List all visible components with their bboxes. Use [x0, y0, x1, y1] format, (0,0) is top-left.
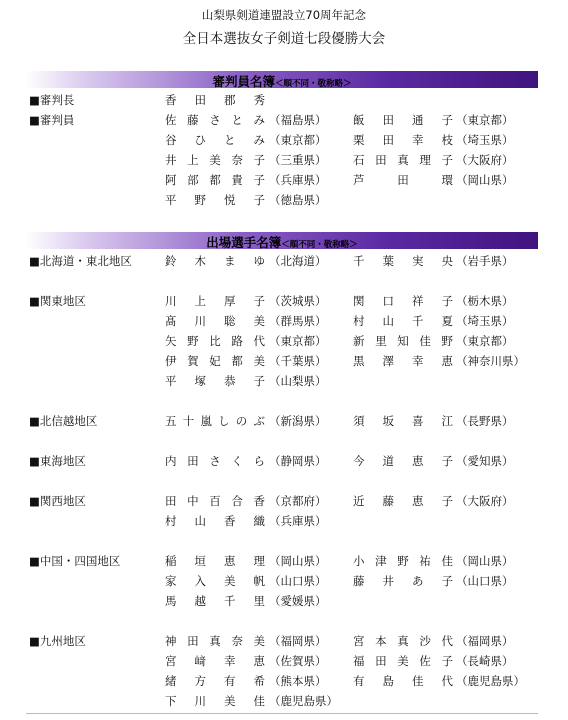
name-char: 田	[375, 153, 387, 167]
name-char: 合	[231, 494, 243, 508]
player-row	[0, 451, 568, 471]
player-row	[0, 591, 568, 611]
prefecture: （山梨県）	[269, 374, 327, 388]
name-char: 子	[441, 494, 453, 508]
players-section-note: ＜順不同・敬称略＞	[281, 240, 358, 250]
prefecture: （愛知県）	[456, 454, 514, 468]
name-char: 恵	[224, 554, 236, 568]
prefecture: （茨城県）	[269, 294, 327, 308]
prefecture: （兵庫県）	[269, 173, 327, 187]
person-name	[165, 511, 265, 531]
name-char: 矢	[165, 334, 177, 348]
name-char: 里	[375, 334, 387, 348]
name-char: 有	[224, 674, 236, 688]
name-char: 阿	[165, 173, 177, 187]
name-char: 髙	[165, 314, 177, 328]
person-name	[353, 291, 453, 311]
player-row	[0, 551, 568, 571]
name-char: み	[253, 113, 265, 127]
name-char: 喜	[412, 414, 424, 428]
person-name	[165, 631, 265, 651]
player-row	[0, 631, 568, 651]
prefecture: （岡山県）	[456, 173, 514, 187]
person-name	[353, 571, 453, 591]
region-label: ■東海地区	[29, 454, 86, 468]
name-char: 小	[353, 554, 365, 568]
name-char: 今	[353, 454, 365, 468]
name-char: 山	[194, 514, 206, 528]
name-char: 田	[375, 654, 387, 668]
person-name	[353, 451, 453, 471]
name-char: 平	[165, 193, 177, 207]
person-name	[353, 251, 453, 271]
name-char: 平	[165, 374, 177, 388]
name-char: 幸	[224, 654, 236, 668]
person-name	[353, 491, 453, 511]
prefecture: （長崎県）	[456, 654, 514, 668]
name-char: 沙	[419, 634, 431, 648]
prefecture: （徳島県）	[269, 193, 327, 207]
person-name	[353, 150, 453, 170]
referee-row	[0, 190, 568, 210]
name-char: 田	[382, 133, 394, 147]
name-char: 村	[353, 314, 365, 328]
name-char: 幸	[412, 354, 424, 368]
name-char: 本	[375, 634, 387, 648]
name-char: 石	[353, 153, 365, 167]
name-char: 百	[209, 494, 221, 508]
name-char: 宮	[353, 634, 365, 648]
name-char: 奈	[231, 153, 243, 167]
region-label: ■北海道・東北地区	[29, 254, 132, 268]
name-char: ら	[253, 454, 265, 468]
name-char: 津	[375, 554, 387, 568]
referee-row	[0, 130, 568, 150]
name-char: 藤	[382, 494, 394, 508]
name-char: 緒	[165, 674, 177, 688]
name-char: 下	[165, 694, 177, 708]
name-char: 内	[165, 454, 177, 468]
prefecture: （大阪府）	[456, 153, 514, 167]
player-row	[0, 411, 568, 431]
name-char: 井	[382, 574, 394, 588]
prefecture: （埼玉県）	[456, 314, 514, 328]
name-char: 村	[165, 514, 177, 528]
name-char: 中	[187, 494, 199, 508]
name-char: 実	[412, 254, 424, 268]
region-label: ■審判長	[29, 93, 75, 107]
name-char: 子	[441, 654, 453, 668]
prefecture: （岩手県）	[456, 254, 514, 268]
prefecture: （群馬県）	[269, 314, 327, 328]
prefecture: （神奈川県）	[456, 354, 525, 368]
name-char: 飯	[353, 113, 365, 127]
name-char: 山	[382, 314, 394, 328]
name-char: 都	[231, 354, 243, 368]
name-char: 澤	[382, 354, 394, 368]
name-char: 幸	[412, 133, 424, 147]
name-char: 環	[441, 173, 453, 187]
person-name	[165, 150, 265, 170]
referee-row	[0, 90, 568, 110]
prefecture: （岡山県）	[269, 554, 327, 568]
name-char: 川	[194, 314, 206, 328]
name-char: ぶ	[253, 414, 265, 428]
name-char: 有	[353, 674, 365, 688]
person-name	[165, 110, 265, 130]
name-char: 道	[382, 454, 394, 468]
name-char: 美	[224, 574, 236, 588]
person-name	[353, 411, 453, 431]
name-char: く	[231, 454, 243, 468]
name-char: 里	[253, 594, 265, 608]
event-subtitle: 山梨県剣道連盟設立70周年記念	[201, 8, 367, 22]
name-char: 子	[253, 374, 265, 388]
prefecture: （東京都）	[456, 113, 514, 127]
name-char: 美	[253, 354, 265, 368]
region-label: ■関東地区	[29, 294, 86, 308]
name-char: 妃	[209, 354, 221, 368]
name-char: 代	[441, 634, 453, 648]
player-row	[0, 291, 568, 311]
referee-row	[0, 150, 568, 170]
name-char: 口	[382, 294, 394, 308]
name-char: 藤	[353, 574, 365, 588]
name-char: 子	[441, 454, 453, 468]
name-char: 塚	[194, 374, 206, 388]
prefecture: （熊本県）	[269, 674, 327, 688]
name-char: ひ	[194, 133, 206, 147]
name-char: み	[253, 133, 265, 147]
prefecture: （山口県）	[269, 574, 327, 588]
name-char: 田	[165, 494, 177, 508]
person-name	[165, 651, 265, 671]
name-char: 厚	[224, 294, 236, 308]
person-name	[353, 671, 453, 691]
prefecture: （愛媛県）	[269, 594, 327, 608]
name-char: 香	[253, 494, 265, 508]
name-char: 理	[253, 554, 265, 568]
name-char: 神	[165, 634, 177, 648]
name-char: 理	[419, 153, 431, 167]
name-char: 枝	[441, 133, 453, 147]
name-char: 代	[441, 674, 453, 688]
name-char: 芦	[353, 173, 365, 187]
name-char: 美	[224, 694, 236, 708]
prefecture: （福島県）	[269, 113, 327, 127]
name-char: 千	[353, 254, 365, 268]
player-row	[0, 251, 568, 271]
referee-row	[0, 110, 568, 130]
name-char: 近	[353, 494, 365, 508]
name-char: 子	[441, 153, 453, 167]
player-row	[0, 371, 568, 391]
prefecture: （岡山県）	[456, 554, 514, 568]
name-char: し	[218, 414, 230, 428]
name-char: 野	[187, 334, 199, 348]
referees-section-note: ＜順不同・敬称略＞	[275, 79, 352, 89]
name-char: 上	[194, 294, 206, 308]
prefecture: （大阪府）	[456, 494, 514, 508]
referees-section-title: 審判員名簿	[212, 74, 275, 89]
player-row	[0, 331, 568, 351]
prefecture: （京都府）	[269, 494, 327, 508]
person-name	[165, 671, 265, 691]
prefecture: （福岡県）	[456, 634, 514, 648]
player-row	[0, 511, 568, 531]
prefecture: （鹿児島県）	[456, 674, 525, 688]
name-char: と	[231, 113, 243, 127]
prefecture: （三重県）	[269, 153, 327, 167]
person-name	[353, 551, 453, 571]
prefecture: （静岡県）	[269, 454, 327, 468]
name-char: 田	[187, 454, 199, 468]
name-char: 栗	[353, 133, 365, 147]
name-char: 谷	[165, 133, 177, 147]
prefecture: （兵庫県）	[269, 514, 327, 528]
name-char: 鈴	[165, 254, 177, 268]
name-char: 野	[441, 334, 453, 348]
name-char: 子	[441, 294, 453, 308]
referees-section-bar	[26, 71, 538, 88]
name-char: 佳	[419, 334, 431, 348]
name-char: 田	[194, 93, 206, 107]
person-name	[353, 351, 453, 371]
prefecture: （北海道）	[269, 254, 327, 268]
name-char: と	[224, 133, 236, 147]
name-char: 美	[253, 634, 265, 648]
name-char: 葉	[382, 254, 394, 268]
person-name	[165, 90, 265, 110]
name-char: 真	[397, 153, 409, 167]
prefecture: （東京都）	[269, 334, 327, 348]
region-label: ■北信越地区	[29, 414, 98, 428]
name-char: 関	[353, 294, 365, 308]
person-name	[165, 190, 265, 210]
person-name	[165, 291, 265, 311]
player-row	[0, 491, 568, 511]
name-char: 嵐	[200, 414, 212, 428]
name-char: 佳	[412, 674, 424, 688]
name-char: 﨑	[194, 654, 206, 668]
name-char: 佐	[419, 654, 431, 668]
player-row	[0, 671, 568, 691]
person-name	[165, 311, 265, 331]
name-char: 入	[194, 574, 206, 588]
name-char: 新	[353, 334, 365, 348]
name-char: 藤	[187, 113, 199, 127]
person-name	[165, 591, 265, 611]
name-char: 香	[224, 514, 236, 528]
person-name	[165, 331, 265, 351]
person-name	[353, 631, 453, 651]
player-row	[0, 311, 568, 331]
person-name	[353, 130, 453, 150]
name-char: 子	[253, 173, 265, 187]
person-name	[165, 251, 265, 271]
name-char: 川	[194, 694, 206, 708]
person-name	[165, 571, 265, 591]
name-char: あ	[412, 574, 424, 588]
name-char: 方	[194, 674, 206, 688]
name-char: 井	[165, 153, 177, 167]
name-char: さ	[209, 113, 221, 127]
name-char: の	[235, 414, 248, 428]
name-char: 恵	[412, 454, 424, 468]
person-name	[165, 691, 265, 711]
name-char: 黒	[353, 354, 365, 368]
prefecture: （山口県）	[456, 574, 514, 588]
prefecture: （福岡県）	[269, 634, 327, 648]
region-label: ■中国・四国地区	[29, 554, 121, 568]
name-char: 恵	[441, 354, 453, 368]
prefecture: （東京都）	[269, 133, 327, 147]
person-name	[353, 170, 453, 190]
name-char: 子	[253, 294, 265, 308]
region-label: ■九州地区	[29, 634, 86, 648]
name-char: 伊	[165, 354, 177, 368]
name-char: 福	[353, 654, 365, 668]
name-char: 子	[253, 153, 265, 167]
name-char: 悦	[224, 193, 236, 207]
name-char: 須	[353, 414, 365, 428]
person-name	[353, 110, 453, 130]
name-char: 子	[441, 113, 453, 127]
person-name	[165, 371, 265, 391]
name-char: 真	[209, 634, 221, 648]
region-label: ■審判員	[29, 113, 75, 127]
name-char: 祥	[412, 294, 424, 308]
name-char: 五	[165, 414, 177, 428]
name-char: 上	[187, 153, 199, 167]
event-title: 全日本選抜女子剣道七段優勝大会	[182, 31, 386, 47]
name-char: 真	[397, 634, 409, 648]
name-char: 香	[165, 93, 177, 107]
name-char: 都	[209, 173, 221, 187]
name-char: 子	[253, 193, 265, 207]
name-char: 江	[441, 414, 453, 428]
name-char: 佐	[165, 113, 177, 127]
name-char: 美	[397, 654, 409, 668]
name-char: 子	[441, 574, 453, 588]
person-name	[353, 311, 453, 331]
name-char: 恵	[253, 654, 265, 668]
players-section-bar	[26, 232, 538, 249]
name-char: 稲	[165, 554, 177, 568]
name-char: 聡	[224, 314, 236, 328]
prefecture: （東京都）	[456, 334, 514, 348]
name-char: 佳	[253, 694, 265, 708]
players-section-title: 出場選手名簿	[206, 235, 282, 250]
name-char: 十	[182, 414, 195, 428]
person-name	[165, 491, 265, 511]
person-name	[165, 411, 265, 431]
name-char: 川	[165, 294, 177, 308]
name-char: 比	[209, 334, 221, 348]
person-name	[165, 170, 265, 190]
name-char: 家	[165, 574, 177, 588]
prefecture: （佐賀県）	[269, 654, 327, 668]
name-char: 部	[187, 173, 199, 187]
player-row	[0, 571, 568, 591]
name-char: 路	[231, 334, 243, 348]
player-row	[0, 691, 568, 711]
player-row	[0, 351, 568, 371]
name-char: 知	[397, 334, 409, 348]
name-char: 代	[253, 334, 265, 348]
name-char: 通	[412, 113, 424, 127]
prefecture: （長野県）	[456, 414, 514, 428]
name-char: 美	[253, 314, 265, 328]
name-char: 馬	[165, 594, 177, 608]
bottom-divider	[26, 713, 538, 714]
name-char: 宮	[165, 654, 177, 668]
person-name	[165, 130, 265, 150]
name-char: 野	[194, 193, 206, 207]
region-label: ■関西地区	[29, 494, 86, 508]
prefecture: （栃木県）	[456, 294, 514, 308]
name-char: 島	[382, 674, 394, 688]
person-name	[353, 651, 453, 671]
name-char: 佳	[441, 554, 453, 568]
name-char: 賀	[187, 354, 199, 368]
name-char: ま	[224, 254, 236, 268]
prefecture: （鹿児島県）	[269, 694, 338, 708]
prefecture: （千葉県）	[269, 354, 327, 368]
name-char: 美	[209, 153, 221, 167]
name-char: 恵	[412, 494, 424, 508]
name-char: 田	[187, 634, 199, 648]
name-char: 野	[397, 554, 409, 568]
name-char: 秀	[253, 93, 265, 107]
name-char: 坂	[382, 414, 394, 428]
name-char: 田	[382, 113, 394, 127]
person-name	[165, 451, 265, 471]
name-char: 夏	[441, 314, 453, 328]
referee-row	[0, 170, 568, 190]
name-char: さ	[209, 454, 221, 468]
name-char: 垣	[194, 554, 206, 568]
name-char: 田	[397, 173, 409, 187]
name-char: 恭	[224, 374, 236, 388]
name-char: 織	[253, 514, 265, 528]
name-char: 千	[412, 314, 424, 328]
name-char: 木	[194, 254, 206, 268]
prefecture: （埼玉県）	[456, 133, 514, 147]
name-char: 央	[441, 254, 453, 268]
name-char: ゆ	[253, 254, 265, 268]
person-name	[165, 351, 265, 371]
player-row	[0, 651, 568, 671]
name-char: 奈	[231, 634, 243, 648]
person-name	[353, 331, 453, 351]
name-char: 千	[224, 594, 236, 608]
name-char: 希	[253, 674, 265, 688]
name-char: 帆	[253, 574, 265, 588]
name-char: 郡	[224, 93, 236, 107]
prefecture: （新潟県）	[269, 414, 327, 428]
person-name	[165, 551, 265, 571]
name-char: 祐	[419, 554, 431, 568]
name-char: 越	[194, 594, 206, 608]
name-char: 貴	[231, 173, 243, 187]
